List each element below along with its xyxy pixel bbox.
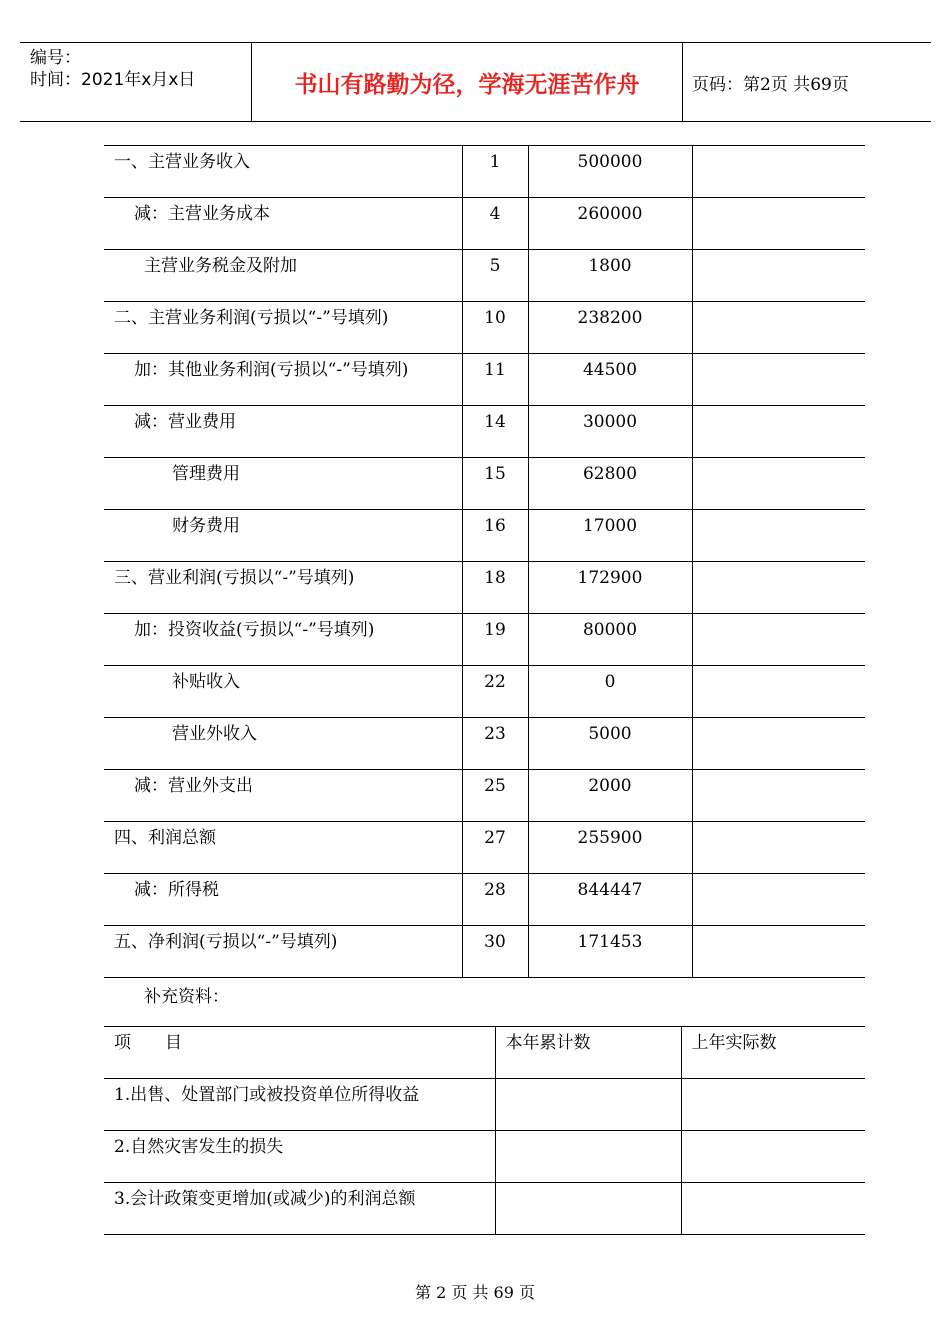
header-time-label: 时间：2021年x月x日 xyxy=(30,70,196,90)
income-item: 管理费用 xyxy=(172,464,240,484)
amount: 171453 xyxy=(577,932,643,952)
income-item: 四、利润总额 xyxy=(114,828,216,848)
line-number: 23 xyxy=(484,724,506,744)
extra-value xyxy=(693,250,866,255)
supplement-previous xyxy=(682,1079,866,1084)
line-number: 1 xyxy=(489,152,501,172)
line-number: 30 xyxy=(484,932,506,952)
income-item: 财务费用 xyxy=(172,516,240,536)
extra-value xyxy=(693,822,866,827)
supplement-header-previous: 上年实际数 xyxy=(691,1033,777,1053)
table-row xyxy=(104,458,865,510)
header-divider xyxy=(682,43,683,121)
page-footer: 第 2 页 共 69 页 xyxy=(415,1283,535,1302)
income-statement-body xyxy=(104,146,865,978)
table-row xyxy=(104,1183,865,1235)
income-item: 营业外收入 xyxy=(172,724,257,744)
line-number: 16 xyxy=(484,516,506,536)
line-number: 18 xyxy=(484,568,506,588)
extra-value xyxy=(693,354,866,359)
amount: 5000 xyxy=(588,724,632,744)
income-item: 减：所得税 xyxy=(134,880,219,900)
extra-value xyxy=(693,770,866,775)
table-row xyxy=(104,926,865,978)
supplement-header-current: 本年累计数 xyxy=(505,1033,591,1053)
amount: 17000 xyxy=(582,516,638,536)
income-item: 加：投资收益(亏损以“-”号填列) xyxy=(134,620,375,640)
amount: 80000 xyxy=(582,620,638,640)
line-number: 5 xyxy=(489,256,501,276)
table-row xyxy=(104,770,865,822)
supplement-item: 3.会计政策变更增加(或减少)的利润总额 xyxy=(114,1189,416,1209)
extra-value xyxy=(693,614,866,619)
table-row xyxy=(104,666,865,718)
income-item: 二、主营业务利润(亏损以“-”号填列) xyxy=(114,308,389,328)
line-number: 25 xyxy=(484,776,506,796)
income-item: 补贴收入 xyxy=(172,672,240,692)
table-row xyxy=(104,354,865,406)
income-item: 加：其他业务利润(亏损以“-”号填列) xyxy=(134,360,409,380)
income-item: 减：营业费用 xyxy=(134,412,236,432)
income-item: 一、主营业务收入 xyxy=(114,152,250,172)
table-row xyxy=(104,562,865,614)
amount: 62800 xyxy=(582,464,638,484)
amount: 2000 xyxy=(588,776,632,796)
supplement-current xyxy=(496,1131,681,1136)
extra-value xyxy=(693,510,866,515)
income-item: 减：主营业务成本 xyxy=(134,204,270,224)
supplement-previous xyxy=(682,1183,866,1188)
table-row xyxy=(104,198,865,250)
supplement-item: 2.自然灾害发生的损失 xyxy=(114,1137,284,1157)
income-statement-table xyxy=(104,145,865,978)
line-number: 15 xyxy=(484,464,506,484)
income-item: 主营业务税金及附加 xyxy=(144,256,297,276)
table-row xyxy=(104,146,865,198)
amount: 0 xyxy=(604,672,616,692)
amount: 172900 xyxy=(577,568,643,588)
extra-value xyxy=(693,874,866,879)
supplement-current xyxy=(496,1079,681,1084)
line-number: 28 xyxy=(484,880,506,900)
table-row xyxy=(104,406,865,458)
line-number: 19 xyxy=(484,620,506,640)
line-number: 10 xyxy=(484,308,506,328)
income-item: 三、营业利润(亏损以“-”号填列) xyxy=(114,568,355,588)
supplement-previous xyxy=(682,1131,866,1136)
supplement-current xyxy=(496,1183,681,1188)
line-number: 4 xyxy=(489,204,501,224)
line-number: 14 xyxy=(484,412,506,432)
extra-value xyxy=(693,198,866,203)
extra-value xyxy=(693,406,866,411)
amount: 1800 xyxy=(588,256,632,276)
amount: 44500 xyxy=(582,360,638,380)
extra-value xyxy=(693,146,866,151)
income-item: 五、净利润(亏损以“-”号填列) xyxy=(114,932,338,952)
extra-value xyxy=(693,562,866,567)
table-row xyxy=(104,718,865,770)
table-row xyxy=(104,1079,865,1131)
amount: 30000 xyxy=(582,412,638,432)
table-row xyxy=(104,822,865,874)
header-number-label: 编号： xyxy=(30,48,81,68)
amount: 500000 xyxy=(577,152,643,172)
supplement-header-row xyxy=(104,1027,865,1079)
supplement-item: 1.出售、处置部门或被投资单位所得收益 xyxy=(114,1085,420,1105)
line-number: 11 xyxy=(484,360,506,380)
page-header xyxy=(20,42,931,122)
income-item: 减：营业外支出 xyxy=(134,776,253,796)
table-row xyxy=(104,1131,865,1183)
extra-value xyxy=(693,718,866,723)
table-row xyxy=(104,874,865,926)
extra-value xyxy=(693,458,866,463)
line-number: 22 xyxy=(484,672,506,692)
supplement-title: 补充资料： xyxy=(144,987,229,1007)
table-row xyxy=(104,250,865,302)
table-row xyxy=(104,614,865,666)
extra-value xyxy=(693,302,866,307)
extra-value xyxy=(693,926,866,931)
supplement-table xyxy=(104,1026,865,1235)
amount: 255900 xyxy=(577,828,643,848)
supplement-header-item: 项 目 xyxy=(114,1033,182,1053)
header-page-label: 页码：第2页 共69页 xyxy=(692,74,849,95)
extra-value xyxy=(693,666,866,671)
table-row xyxy=(104,302,865,354)
amount: 238200 xyxy=(577,308,643,328)
header-meta xyxy=(30,47,195,91)
header-motto: 书山有路勤为径，学海无涯苦作舟 xyxy=(294,71,640,98)
amount: 260000 xyxy=(577,204,643,224)
amount: 844447 xyxy=(577,880,643,900)
table-row xyxy=(104,510,865,562)
line-number: 27 xyxy=(484,828,506,848)
